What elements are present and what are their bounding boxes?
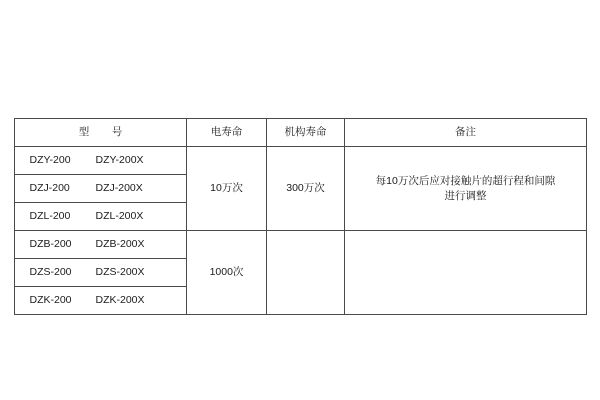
header-electrical-life: 电寿命 [187, 119, 267, 147]
header-remark: 备注 [345, 119, 587, 147]
model-cell [15, 287, 187, 315]
model-left: DZJ-200 [29, 182, 70, 195]
mechanical-life-blank [267, 231, 345, 315]
model-cell [15, 147, 187, 175]
model-right: DZK-200X [95, 294, 145, 307]
model-right: DZS-200X [95, 266, 145, 279]
model-cell [15, 231, 187, 259]
remark-line-2: 进行调整 [444, 189, 487, 202]
header-mechanical-life: 机构寿命 [267, 119, 345, 147]
model-left: DZS-200 [29, 266, 72, 279]
table-row [15, 231, 587, 259]
remark-blank [345, 231, 587, 315]
model-left: DZY-200 [29, 154, 71, 167]
model-right: DZB-200X [95, 238, 145, 251]
mechanical-life-group-1: 300万次 [267, 147, 345, 231]
model-left: DZK-200 [29, 294, 72, 307]
header-model: 型 号 [15, 119, 187, 147]
model-left: DZB-200 [29, 238, 72, 251]
model-cell [15, 259, 187, 287]
model-left: DZL-200 [29, 210, 71, 223]
model-cell [15, 203, 187, 231]
model-right: DZJ-200X [95, 182, 143, 195]
table-header-row [15, 119, 587, 147]
model-right: DZL-200X [95, 210, 144, 223]
remark-cell [345, 147, 587, 231]
electrical-life-group-1: 10万次 [187, 147, 267, 231]
electrical-life-group-2: 1000次 [187, 231, 267, 315]
specification-table [14, 118, 587, 315]
model-right: DZY-200X [95, 154, 144, 167]
model-cell [15, 175, 187, 203]
table-row [15, 147, 587, 175]
remark-line-1: 每10万次后应对接触片的超行程和间隙 [375, 175, 556, 188]
